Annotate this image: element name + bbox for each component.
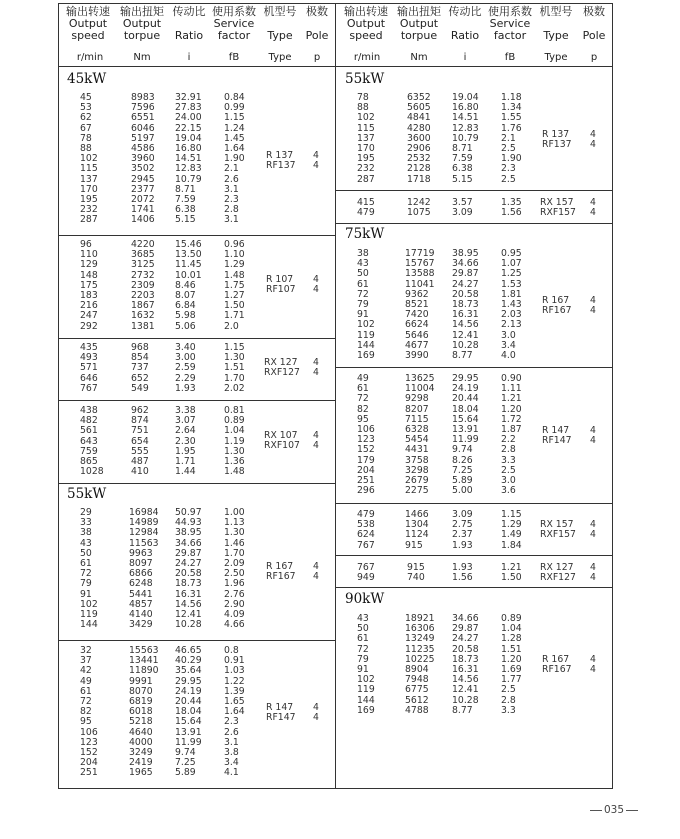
speed-column: 49 61 72 82 95 106 123 152 179 204 251 296 bbox=[357, 373, 375, 497]
type-line-1: RX 127 bbox=[540, 562, 574, 573]
ratio-column: 34.66 29.87 24.27 20.58 18.73 16.31 14.56 12.41 10.28 8.77 bbox=[452, 613, 479, 716]
unit-type: Type bbox=[268, 52, 292, 63]
type-line-2: RF147 bbox=[266, 712, 296, 724]
header-output-torque-r-cn: 输出扭矩 bbox=[397, 5, 441, 18]
type-label-l1 bbox=[266, 151, 296, 172]
header-output-speed-en1: Output bbox=[68, 17, 108, 30]
speed-column: 38 43 50 61 72 79 91 102 119 144 169 bbox=[357, 248, 375, 362]
pole-line-1: 4 bbox=[590, 654, 596, 665]
pole-line-1: 4 bbox=[590, 129, 596, 140]
pole-line-2: 4 bbox=[590, 572, 596, 584]
header-service-factor-en2: factor bbox=[217, 29, 251, 42]
ratio-column: 3.57 3.09 bbox=[452, 197, 473, 219]
type-line-2: RXF127 bbox=[540, 572, 576, 584]
pole-line-1: 4 bbox=[313, 357, 319, 368]
header-service-factor-r-en1: Service bbox=[489, 17, 531, 30]
ratio-column: 3.40 3.00 2.59 2.29 1.93 bbox=[175, 342, 196, 394]
factor-column: 1.15 1.30 1.51 1.70 2.02 bbox=[224, 342, 245, 394]
pole-line-1: 4 bbox=[313, 702, 319, 713]
type-label-r4 bbox=[542, 426, 572, 447]
pole-line-1: 4 bbox=[313, 430, 319, 441]
ratio-column: 1.93 1.56 bbox=[452, 562, 473, 584]
speed-column: 479 538 624 767 bbox=[357, 509, 375, 551]
header-type-en: Type bbox=[267, 29, 293, 42]
speed-column: 435 493 571 646 767 bbox=[80, 342, 98, 394]
factor-column: 0.8 0.91 1.03 1.22 1.39 1.65 1.64 2.3 2.6 3.1 3.8 3.4 4.1 bbox=[224, 645, 245, 779]
pole-label-r4 bbox=[590, 426, 596, 447]
pole-line-2: 4 bbox=[313, 712, 319, 724]
column-divider bbox=[335, 3, 336, 789]
right-separator-2 bbox=[335, 223, 613, 224]
pole-line-2: 4 bbox=[313, 284, 319, 296]
factor-column: 1.35 1.56 bbox=[501, 197, 522, 219]
header-type-r bbox=[536, 6, 576, 42]
factor-column: 1.15 1.29 1.49 1.84 bbox=[501, 509, 522, 551]
torque-column: 4220 3685 3125 2732 2309 2203 1867 1632 1381 bbox=[131, 239, 155, 332]
header-output-speed bbox=[62, 6, 114, 42]
type-line-2: RXF157 bbox=[540, 207, 576, 219]
header-output-torque-en1: Output bbox=[122, 17, 162, 30]
type-label-l3 bbox=[264, 358, 300, 379]
type-line-2: RF167 bbox=[542, 664, 572, 676]
pole-label-r1 bbox=[590, 130, 596, 151]
header-separator bbox=[58, 66, 613, 67]
header-pole-en: Pole bbox=[305, 29, 329, 42]
section-title-75kw: 75kW bbox=[345, 226, 385, 242]
speed-column: 78 88 102 115 137 170 195 232 287 bbox=[357, 92, 375, 185]
pole-line-1: 4 bbox=[590, 425, 596, 436]
pole-line-1: 4 bbox=[590, 197, 596, 208]
section-title-55kw-right: 55kW bbox=[345, 71, 385, 87]
ratio-column: 46.65 40.29 35.64 29.95 24.19 20.44 18.04 15.64 13.91 11.99 9.74 7.25 5.89 bbox=[175, 645, 202, 779]
type-label-r7 bbox=[542, 655, 572, 676]
type-line-1: RX 127 bbox=[264, 357, 298, 368]
pole-line-1: 4 bbox=[590, 562, 596, 573]
header-type-r-en: Type bbox=[543, 29, 569, 42]
torque-column: 18921 16306 13249 11235 10225 8904 7948 6775 5612 4788 bbox=[405, 613, 435, 716]
header-output-torque-cn: 输出扭矩 bbox=[120, 5, 164, 18]
ratio-column: 19.04 16.80 14.51 12.83 10.79 8.71 7.59 6.38 5.15 bbox=[452, 92, 479, 185]
type-label-r1 bbox=[542, 130, 572, 151]
left-separator-5 bbox=[58, 640, 335, 641]
pole-label-r3 bbox=[590, 296, 596, 317]
header-output-speed-en2: speed bbox=[71, 29, 105, 42]
pole-line-2: 4 bbox=[313, 160, 319, 172]
type-line-2: RF137 bbox=[266, 160, 296, 172]
unit-speed-r: r/min bbox=[353, 52, 381, 63]
pole-label-r6 bbox=[590, 563, 596, 584]
pole-line-2: 4 bbox=[590, 664, 596, 676]
pole-label-l1 bbox=[313, 151, 319, 172]
type-line-1: RX 107 bbox=[264, 430, 298, 441]
unit-type-r: Type bbox=[544, 52, 568, 63]
left-separator-1 bbox=[58, 235, 335, 236]
speed-column: 438 482 561 643 759 865 1028 bbox=[80, 405, 104, 478]
factor-column: 1.18 1.34 1.55 1.76 2.1 2.5 1.90 2.3 2.5 bbox=[501, 92, 522, 185]
type-line-1: R 167 bbox=[266, 561, 294, 572]
pole-line-1: 4 bbox=[590, 295, 596, 306]
section-title-55kw-left: 55kW bbox=[67, 486, 107, 502]
type-label-r6 bbox=[540, 563, 576, 584]
pole-line-2: 4 bbox=[313, 367, 319, 379]
header-ratio bbox=[168, 6, 210, 42]
pole-label-l2 bbox=[313, 275, 319, 296]
header-type-r-cn: 机型号 bbox=[539, 5, 573, 18]
torque-column: 8983 7596 6551 6046 5197 4586 3960 3502 2945 2377 2072 1741 1406 bbox=[131, 92, 155, 226]
speed-column: 45 53 62 67 78 88 102 115 137 170 195 232 287 bbox=[80, 92, 98, 226]
speed-column: 767 949 bbox=[357, 562, 375, 584]
left-separator-3 bbox=[58, 400, 335, 401]
left-separator-2 bbox=[58, 338, 335, 339]
header-pole-cn: 极数 bbox=[306, 5, 328, 18]
type-line-1: R 137 bbox=[542, 129, 570, 140]
header-ratio-cn: 传动比 bbox=[172, 5, 206, 18]
header-type bbox=[260, 6, 300, 42]
header-service-factor-r-cn: 使用系数 bbox=[488, 5, 532, 18]
header-pole bbox=[301, 6, 333, 42]
pole-line-2: 4 bbox=[590, 207, 596, 219]
header-ratio-r bbox=[444, 6, 486, 42]
pole-label-l4 bbox=[313, 431, 319, 452]
type-label-r3 bbox=[542, 296, 572, 317]
pole-label-r2 bbox=[590, 198, 596, 219]
torque-column: 13625 11004 9298 8207 7115 6328 5454 4431 3758 3298 2679 2275 bbox=[405, 373, 435, 497]
factor-column: 0.95 1.07 1.25 1.53 1.81 1.43 2.03 2.13 3.0 3.4 4.0 bbox=[501, 248, 522, 362]
right-separator-5 bbox=[335, 555, 613, 556]
unit-factor-r: fB bbox=[504, 52, 516, 63]
header-service-factor-cn: 使用系数 bbox=[212, 5, 256, 18]
type-line-2: RXF127 bbox=[264, 367, 300, 379]
speed-column: 29 33 38 43 50 61 72 79 91 102 119 144 bbox=[80, 507, 98, 631]
ratio-column: 15.46 13.50 11.45 10.01 8.46 8.07 6.84 5.98 5.06 bbox=[175, 239, 202, 332]
header-output-torque-r-en1: Output bbox=[399, 17, 439, 30]
type-line-1: R 107 bbox=[266, 274, 294, 285]
header-output-torque-r bbox=[393, 6, 445, 42]
pole-line-2: 4 bbox=[313, 440, 319, 452]
right-separator-1 bbox=[335, 190, 613, 191]
pole-line-2: 4 bbox=[590, 435, 596, 447]
factor-column: 1.21 1.50 bbox=[501, 562, 522, 584]
unit-speed: r/min bbox=[76, 52, 104, 63]
header-service-factor-r-en2: factor bbox=[493, 29, 527, 42]
ratio-column: 50.97 44.93 38.95 34.66 29.87 24.27 20.58 18.73 16.31 14.56 12.41 10.28 bbox=[175, 507, 202, 631]
type-label-l2 bbox=[266, 275, 296, 296]
pole-label-r5 bbox=[590, 520, 596, 541]
header-output-torque-en2: torpue bbox=[123, 29, 161, 42]
pole-line-2: 4 bbox=[590, 529, 596, 541]
torque-column: 15563 13441 11890 9991 8070 6819 6018 5218 4640 4000 3249 2419 1965 bbox=[129, 645, 159, 779]
header-service-factor-en1: Service bbox=[213, 17, 255, 30]
header-ratio-r-en: Ratio bbox=[450, 29, 480, 42]
speed-column: 32 37 42 49 61 72 82 95 106 123 152 204 251 bbox=[80, 645, 98, 779]
torque-column: 6352 5605 4841 4280 3600 2906 2532 2128 1718 bbox=[407, 92, 431, 185]
type-line-1: R 167 bbox=[542, 654, 570, 665]
factor-column: 1.00 1.13 1.30 1.46 1.70 2.09 2.50 1.96 2.76 2.90 4.09 4.66 bbox=[224, 507, 245, 631]
type-line-1: RX 157 bbox=[540, 197, 574, 208]
pole-line-2: 4 bbox=[590, 305, 596, 317]
header-output-torque bbox=[116, 6, 168, 42]
header-service-factor bbox=[210, 6, 258, 42]
right-separator-4 bbox=[335, 503, 613, 504]
torque-column: 16984 14989 12984 11563 9963 8097 6866 6248 5441 4857 4140 3429 bbox=[129, 507, 159, 631]
dash-left bbox=[590, 810, 602, 811]
right-separator-6 bbox=[335, 587, 613, 588]
header-output-speed-r-cn: 输出转速 bbox=[344, 5, 388, 18]
type-line-2: RXF107 bbox=[264, 440, 300, 452]
header-pole-r bbox=[578, 6, 610, 42]
ratio-column: 3.38 3.07 2.64 2.30 1.95 1.71 1.44 bbox=[175, 405, 196, 478]
pole-label-r7 bbox=[590, 655, 596, 676]
torque-column: 1466 1304 1124 915 bbox=[405, 509, 429, 551]
section-title-90kw: 90kW bbox=[345, 591, 385, 607]
header-service-factor-r bbox=[486, 6, 534, 42]
ratio-column: 3.09 2.75 2.37 1.93 bbox=[452, 509, 473, 551]
torque-column: 915 740 bbox=[407, 562, 425, 584]
header-pole-r-en: Pole bbox=[582, 29, 606, 42]
header-output-speed-cn: 输出转速 bbox=[66, 5, 110, 18]
factor-column: 0.96 1.10 1.29 1.48 1.75 1.27 1.50 1.71 2.0 bbox=[224, 239, 245, 332]
type-line-2: RF167 bbox=[542, 305, 572, 317]
type-label-l4 bbox=[264, 431, 300, 452]
header-pole-r-cn: 极数 bbox=[583, 5, 605, 18]
pole-line-1: 4 bbox=[313, 274, 319, 285]
header-ratio-en: Ratio bbox=[174, 29, 204, 42]
ratio-column: 32.91 27.83 24.00 22.15 19.04 16.80 14.51 12.83 10.79 8.71 7.59 6.38 5.15 bbox=[175, 92, 202, 226]
torque-column: 962 874 751 654 555 487 410 bbox=[131, 405, 149, 478]
type-line-1: RX 157 bbox=[540, 519, 574, 530]
unit-ratio: i bbox=[187, 52, 191, 63]
unit-pole: p bbox=[313, 52, 321, 63]
unit-ratio-r: i bbox=[463, 52, 467, 63]
header-type-cn: 机型号 bbox=[263, 5, 297, 18]
type-line-2: RF107 bbox=[266, 284, 296, 296]
header-output-torque-r-en2: torpue bbox=[400, 29, 438, 42]
ratio-column: 38.95 34.66 29.87 24.27 20.58 18.73 16.31 14.56 12.41 10.28 8.77 bbox=[452, 248, 479, 362]
unit-torque-r: Nm bbox=[410, 52, 428, 63]
factor-column: 0.84 0.99 1.15 1.24 1.45 1.64 1.90 2.1 2.6 3.1 2.3 2.8 3.1 bbox=[224, 92, 245, 226]
type-line-1: R 137 bbox=[266, 150, 294, 161]
torque-column: 968 854 737 652 549 bbox=[131, 342, 149, 394]
type-line-2: RF167 bbox=[266, 571, 296, 583]
pole-line-2: 4 bbox=[590, 139, 596, 151]
header-output-speed-r-en1: Output bbox=[346, 17, 386, 30]
header-output-speed-r bbox=[340, 6, 392, 42]
section-title-45kw: 45kW bbox=[67, 71, 107, 87]
type-label-l6 bbox=[266, 703, 296, 724]
torque-column: 1242 1075 bbox=[407, 197, 431, 219]
pole-line-1: 4 bbox=[590, 519, 596, 530]
page-number bbox=[588, 804, 640, 816]
speed-column: 43 50 61 72 79 91 102 119 144 169 bbox=[357, 613, 375, 716]
unit-factor: fB bbox=[228, 52, 240, 63]
pole-line-1: 4 bbox=[313, 561, 319, 572]
speed-column: 415 479 bbox=[357, 197, 375, 219]
type-line-1: R 147 bbox=[266, 702, 294, 713]
ratio-column: 29.95 24.19 20.44 18.04 15.64 13.91 11.99 9.74 8.26 7.25 5.89 5.00 bbox=[452, 373, 479, 497]
type-label-r5 bbox=[540, 520, 576, 541]
type-line-1: R 167 bbox=[542, 295, 570, 306]
speed-column: 96 110 129 148 175 183 216 247 292 bbox=[80, 239, 98, 332]
header-ratio-r-cn: 传动比 bbox=[448, 5, 482, 18]
dash-right bbox=[626, 810, 638, 811]
pole-label-l6 bbox=[313, 703, 319, 724]
header-output-speed-r-en2: speed bbox=[349, 29, 383, 42]
pole-line-1: 4 bbox=[313, 150, 319, 161]
left-separator-4 bbox=[58, 483, 335, 484]
type-line-2: RF147 bbox=[542, 435, 572, 447]
unit-torque: Nm bbox=[133, 52, 151, 63]
pole-line-2: 4 bbox=[313, 571, 319, 583]
page-number-text: 035 bbox=[604, 804, 625, 816]
type-line-2: RF137 bbox=[542, 139, 572, 151]
pole-label-l3 bbox=[313, 358, 319, 379]
factor-column: 0.81 0.89 1.04 1.19 1.30 1.36 1.48 bbox=[224, 405, 245, 478]
factor-column: 0.89 1.04 1.28 1.51 1.20 1.69 1.77 2.5 2.8 3.3 bbox=[501, 613, 522, 716]
type-label-l5 bbox=[266, 562, 296, 583]
type-line-2: RXF157 bbox=[540, 529, 576, 541]
torque-column: 17719 15767 13588 11041 9362 8521 7420 6624 5646 4677 3990 bbox=[405, 248, 435, 362]
type-line-1: R 147 bbox=[542, 425, 570, 436]
factor-column: 0.90 1.11 1.21 1.20 1.72 1.87 2.2 2.8 3.3 2.5 3.0 3.6 bbox=[501, 373, 522, 497]
unit-pole-r: p bbox=[590, 52, 598, 63]
right-separator-3 bbox=[335, 367, 613, 368]
type-label-r2 bbox=[540, 198, 576, 219]
pole-label-l5 bbox=[313, 562, 319, 583]
